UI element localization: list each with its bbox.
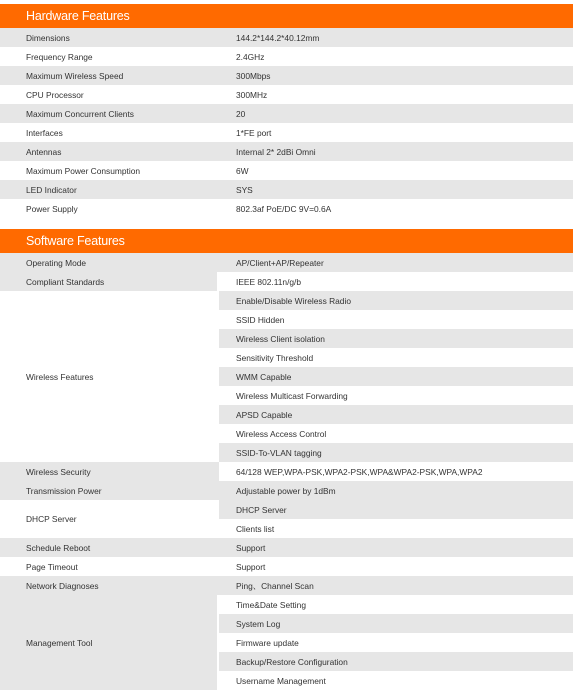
table-row <box>0 104 573 123</box>
spec-label: Frequency Range <box>26 51 93 62</box>
spec-label: Maximum Wireless Speed <box>26 70 124 81</box>
spec-value: 802.3af PoE/DC 9V=0.6A <box>236 203 332 214</box>
spec-label: Network Diagnoses <box>26 580 99 591</box>
spec-value: APSD Capable <box>219 405 573 424</box>
spec-value: 64/128 WEP,WPA-PSK,WPA2-PSK,WPA&WPA2-PSK,WPA,WPA2 <box>219 462 573 481</box>
table-row <box>0 253 573 272</box>
spec-label: LED Indicator <box>26 184 77 195</box>
table-row <box>0 66 573 85</box>
spec-value: SSID-To-VLAN tagging <box>219 443 573 462</box>
spec-value: Time&Date Setting <box>219 595 573 614</box>
spec-value: DHCP Server <box>219 500 573 519</box>
spec-value: SYS <box>236 184 253 195</box>
spec-value: 2.4GHz <box>236 51 265 62</box>
spec-label: Dimensions <box>26 32 70 43</box>
spec-value: 300Mbps <box>236 70 271 81</box>
software-features-table <box>0 253 573 690</box>
table-row <box>0 180 573 199</box>
spec-label: Wireless Features <box>0 291 217 462</box>
spec-value: Backup/Restore Configuration <box>219 652 573 671</box>
spec-value: 6W <box>236 165 249 176</box>
spec-label: Transmission Power <box>26 485 102 496</box>
spec-label: Maximum Power Consumption <box>26 165 141 176</box>
spec-value: Username Management <box>219 671 573 690</box>
table-row <box>0 28 573 47</box>
hardware-features-table <box>0 28 573 218</box>
spec-label: Schedule Reboot <box>26 542 91 553</box>
table-row <box>0 199 573 218</box>
spec-value: SSID Hidden <box>219 310 573 329</box>
table-row <box>0 123 573 142</box>
spec-label: DHCP Server <box>0 500 217 538</box>
spec-value: AP/Client+AP/Repeater <box>236 257 324 268</box>
hardware-features-header: Hardware Features <box>0 4 573 28</box>
spec-value: Ping、Channel Scan <box>236 580 314 591</box>
spec-value: Internal 2* 2dBi Omni <box>236 146 316 157</box>
table-row <box>0 161 573 180</box>
spec-value: 20 <box>236 108 246 119</box>
spec-label: Antennas <box>26 146 62 157</box>
management-tool-group <box>0 595 573 690</box>
spec-value: Wireless Access Control <box>219 424 573 443</box>
spec-label: Power Supply <box>26 203 78 214</box>
spec-value: Clients list <box>219 519 573 538</box>
spec-value: 144.2*144.2*40.12mm <box>236 32 320 43</box>
software-features-header: Software Features <box>0 229 573 253</box>
table-row <box>0 272 573 291</box>
table-row <box>0 557 573 576</box>
spec-label: Compliant Standards <box>0 272 217 291</box>
spec-label: Operating Mode <box>26 257 87 268</box>
table-row <box>0 576 573 595</box>
spec-value: Enable/Disable Wireless Radio <box>219 291 573 310</box>
spec-value: IEEE 802.11n/g/b <box>236 276 302 287</box>
spec-value: Sensitivity Threshold <box>219 348 573 367</box>
spec-label: Management Tool <box>0 595 217 690</box>
spec-label: Interfaces <box>26 127 63 138</box>
spec-value: Support <box>236 561 266 572</box>
spec-label: Page Timeout <box>26 561 78 572</box>
table-row <box>0 47 573 66</box>
spec-value: Wireless Client isolation <box>219 329 573 348</box>
spec-value: System Log <box>219 614 573 633</box>
spec-value: WMM Capable <box>219 367 573 386</box>
spec-value: 1*FE port <box>236 127 272 138</box>
table-row <box>0 538 573 557</box>
spec-value: Support <box>236 542 266 553</box>
table-row <box>0 462 573 481</box>
table-row <box>0 142 573 161</box>
spec-label: CPU Processor <box>26 89 84 100</box>
spec-value: Wireless Multicast Forwarding <box>219 386 573 405</box>
spec-value: 300MHz <box>236 89 268 100</box>
wireless-features-group <box>0 291 573 462</box>
table-row <box>0 481 573 500</box>
spec-label: Maximum Concurrent Clients <box>26 108 134 119</box>
dhcp-server-group <box>0 500 573 538</box>
spec-value: Firmware update <box>219 633 573 652</box>
spec-label: Wireless Security <box>26 466 91 477</box>
table-row <box>0 85 573 104</box>
spec-value: Adjustable power by 1dBm <box>236 485 336 496</box>
